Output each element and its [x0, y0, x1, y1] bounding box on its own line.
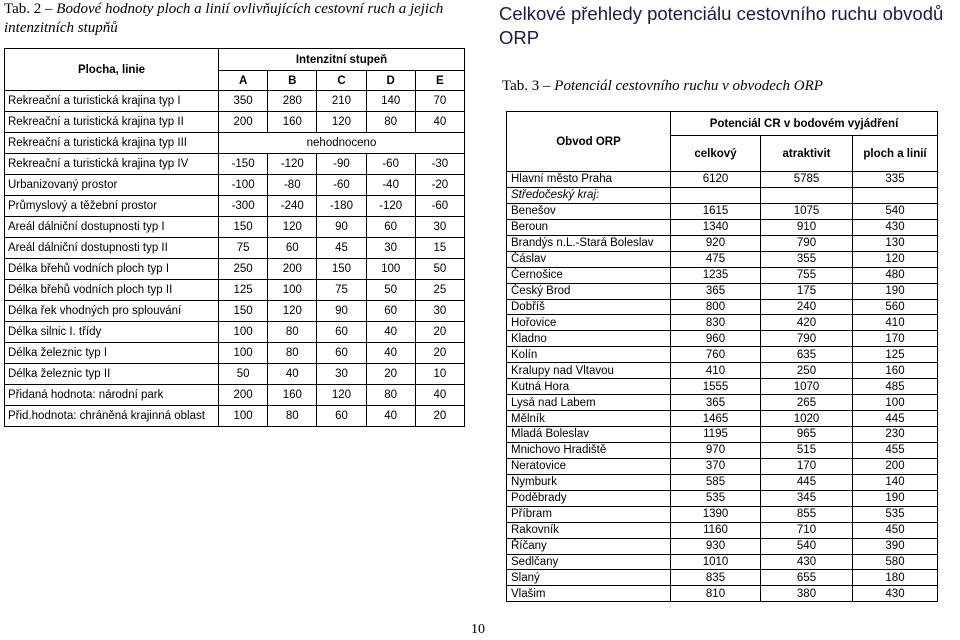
value-cell: 535	[853, 506, 938, 522]
row-label: Příbram	[507, 506, 671, 522]
table-row	[5, 364, 465, 385]
table-row	[5, 112, 465, 133]
row-label: Čáslav	[507, 251, 671, 267]
value-cell: -180	[317, 196, 366, 217]
value-cell: 20	[415, 406, 464, 427]
row-label: Délka železnic typ II	[5, 364, 219, 385]
table-row	[507, 283, 938, 299]
row-label: Průmyslový a těžební prostor	[5, 196, 219, 217]
value-cell: 170	[761, 458, 853, 474]
value-cell: -240	[268, 196, 317, 217]
row-label: Délka břehů vodních ploch typ I	[5, 259, 219, 280]
value-cell: 50	[366, 280, 415, 301]
value-cell: -80	[268, 175, 317, 196]
caption-title: Bodové hodnoty ploch a linií ovlivňujících cestovní ruch a jejich intenzitních stupňů	[4, 1, 444, 36]
table-row	[507, 395, 938, 411]
sub-header: celkový	[671, 136, 761, 172]
value-cell: 430	[761, 554, 853, 570]
value-cell: 40	[366, 343, 415, 364]
value-cell: 370	[671, 458, 761, 474]
row-label: Černošice	[507, 267, 671, 283]
table-row	[507, 458, 938, 474]
table-row	[5, 133, 465, 154]
stage-header: A	[219, 71, 268, 91]
value-cell: 120	[317, 385, 366, 406]
value-cell: 760	[671, 347, 761, 363]
value-cell: -60	[415, 196, 464, 217]
value-cell: 250	[219, 259, 268, 280]
table-row	[507, 267, 938, 283]
value-cell: 410	[853, 315, 938, 331]
row-label: Rakovník	[507, 522, 671, 538]
row-label: Rekreační a turistická krajina typ I	[5, 91, 219, 112]
stage-header: C	[317, 71, 366, 91]
table-row	[5, 217, 465, 238]
value-cell: 230	[853, 427, 938, 443]
value-cell: 100	[366, 259, 415, 280]
table-row	[507, 522, 938, 538]
value-cell: 160	[853, 363, 938, 379]
value-cell: 6120	[671, 172, 761, 188]
value-cell: 75	[219, 238, 268, 259]
row-label: Areál dálniční dostupnosti typ I	[5, 217, 219, 238]
value-cell: 810	[671, 586, 761, 602]
value-cell: 1160	[671, 522, 761, 538]
value-cell: 100	[219, 322, 268, 343]
value-cell: 970	[671, 442, 761, 458]
value-cell: 355	[761, 251, 853, 267]
table-row	[5, 259, 465, 280]
value-cell: 40	[415, 112, 464, 133]
value-cell: 125	[219, 280, 268, 301]
merged-cell: nehodnoceno	[219, 133, 465, 154]
table-3-caption	[502, 78, 823, 95]
table-row	[507, 554, 938, 570]
value-cell: 585	[671, 474, 761, 490]
value-cell: -90	[317, 154, 366, 175]
value-cell: 420	[761, 315, 853, 331]
value-cell: 580	[853, 554, 938, 570]
value-cell: 430	[853, 586, 938, 602]
table-row	[5, 406, 465, 427]
value-cell: 535	[671, 490, 761, 506]
row-label: Vlašim	[507, 586, 671, 602]
value-cell: 70	[415, 91, 464, 112]
table-row	[507, 586, 938, 602]
table-3-orp-potential	[506, 111, 938, 602]
region-label: Středočeský kraj:	[507, 187, 671, 203]
stage-header: D	[366, 71, 415, 91]
value-cell: 380	[761, 586, 853, 602]
table-row	[507, 474, 938, 490]
table-row	[507, 538, 938, 554]
value-cell: 1020	[761, 411, 853, 427]
table-row	[507, 570, 938, 586]
value-cell: 60	[317, 343, 366, 364]
row-label: Urbanizovaný prostor	[5, 175, 219, 196]
value-cell: 160	[268, 112, 317, 133]
value-cell: 45	[317, 238, 366, 259]
value-cell: 80	[268, 322, 317, 343]
table-row	[507, 379, 938, 395]
caption-prefix: Tab. 2 –	[4, 1, 57, 17]
row-label: Délka řek vhodných pro splouvání	[5, 301, 219, 322]
value-cell: 175	[761, 283, 853, 299]
row-label: Mladá Boleslav	[507, 427, 671, 443]
row-label: Český Brod	[507, 283, 671, 299]
value-cell: 60	[317, 406, 366, 427]
table-row	[507, 172, 938, 188]
value-cell: 790	[761, 331, 853, 347]
row-label: Kolín	[507, 347, 671, 363]
table-row	[5, 175, 465, 196]
table-row	[507, 442, 938, 458]
row-label: Sedlčany	[507, 554, 671, 570]
row-label: Přidaná hodnota: národní park	[5, 385, 219, 406]
value-cell: 1075	[761, 203, 853, 219]
value-cell: 485	[853, 379, 938, 395]
value-cell: 365	[671, 395, 761, 411]
value-cell: 100	[853, 395, 938, 411]
value-cell: 445	[853, 411, 938, 427]
value-cell: 540	[853, 203, 938, 219]
value-cell: 80	[268, 406, 317, 427]
value-cell: 515	[761, 442, 853, 458]
value-cell: 710	[761, 522, 853, 538]
value-cell: 790	[761, 235, 853, 251]
empty-cell	[853, 187, 938, 203]
value-cell: 150	[317, 259, 366, 280]
table-row	[507, 411, 938, 427]
value-cell: 10	[415, 364, 464, 385]
value-cell: -60	[317, 175, 366, 196]
table-row	[507, 187, 938, 203]
value-cell: 200	[268, 259, 317, 280]
row-label: Benešov	[507, 203, 671, 219]
row-label: Mnichovo Hradiště	[507, 442, 671, 458]
value-cell: 100	[219, 406, 268, 427]
table-row	[5, 280, 465, 301]
value-cell: 60	[366, 301, 415, 322]
value-cell: 1070	[761, 379, 853, 395]
row-label: Délka silnic I. třídy	[5, 322, 219, 343]
value-cell: 1390	[671, 506, 761, 522]
row-label: Rekreační a turistická krajina typ IV	[5, 154, 219, 175]
value-cell: 180	[853, 570, 938, 586]
value-cell: 80	[366, 385, 415, 406]
value-cell: 170	[853, 331, 938, 347]
value-cell: 250	[761, 363, 853, 379]
value-cell: 635	[761, 347, 853, 363]
row-label: Mělník	[507, 411, 671, 427]
value-cell: 965	[761, 427, 853, 443]
row-label: Dobříš	[507, 299, 671, 315]
empty-cell	[761, 187, 853, 203]
value-cell: 455	[853, 442, 938, 458]
table-row	[507, 315, 938, 331]
row-label: Nymburk	[507, 474, 671, 490]
row-label: Rekreační a turistická krajina typ III	[5, 133, 219, 154]
value-cell: 1465	[671, 411, 761, 427]
value-cell: 835	[671, 570, 761, 586]
header-potencial-cr: Potenciál CR v bodovém vyjádření	[671, 112, 938, 136]
row-label: Beroun	[507, 219, 671, 235]
value-cell: 120	[853, 251, 938, 267]
row-label: Hlavní město Praha	[507, 172, 671, 188]
value-cell: 25	[415, 280, 464, 301]
table-row	[5, 154, 465, 175]
value-cell: 335	[853, 172, 938, 188]
value-cell: 830	[671, 315, 761, 331]
row-label: Kutná Hora	[507, 379, 671, 395]
value-cell: 240	[761, 299, 853, 315]
value-cell: 1615	[671, 203, 761, 219]
stage-header: B	[268, 71, 317, 91]
value-cell: 210	[317, 91, 366, 112]
caption-prefix: Tab. 3 –	[502, 78, 555, 94]
value-cell: 190	[853, 490, 938, 506]
value-cell: 160	[268, 385, 317, 406]
value-cell: 120	[268, 301, 317, 322]
value-cell: 120	[317, 112, 366, 133]
table-row	[507, 299, 938, 315]
value-cell: -150	[219, 154, 268, 175]
value-cell: 40	[366, 406, 415, 427]
value-cell: 30	[317, 364, 366, 385]
value-cell: 365	[671, 283, 761, 299]
value-cell: 1235	[671, 267, 761, 283]
header-obvod-orp: Obvod ORP	[507, 112, 671, 172]
value-cell: 655	[761, 570, 853, 586]
value-cell: 200	[219, 385, 268, 406]
section-title: Celkové přehledy potenciálu cestovního ruchu obvodů ORP	[499, 3, 944, 48]
value-cell: 150	[219, 217, 268, 238]
table-row	[507, 219, 938, 235]
value-cell: 200	[219, 112, 268, 133]
value-cell: 140	[853, 474, 938, 490]
row-label: Říčany	[507, 538, 671, 554]
value-cell: 20	[415, 322, 464, 343]
caption-title: Potenciál cestovního ruchu v obvodech ORP	[554, 78, 823, 94]
value-cell: 480	[853, 267, 938, 283]
value-cell: 5785	[761, 172, 853, 188]
value-cell: 130	[853, 235, 938, 251]
table-row	[5, 238, 465, 259]
table-2-caption	[4, 0, 474, 38]
table-row	[5, 196, 465, 217]
value-cell: 80	[268, 343, 317, 364]
header-intenzitni-stupen: Intenzitní stupeň	[219, 49, 465, 71]
table-row	[5, 91, 465, 112]
row-label: Poděbrady	[507, 490, 671, 506]
value-cell: 40	[366, 322, 415, 343]
value-cell: 40	[268, 364, 317, 385]
table-row	[5, 322, 465, 343]
value-cell: 475	[671, 251, 761, 267]
value-cell: 390	[853, 538, 938, 554]
header-plocha-linie: Plocha, linie	[5, 49, 219, 91]
value-cell: 345	[761, 490, 853, 506]
row-label: Kralupy nad Vltavou	[507, 363, 671, 379]
value-cell: 450	[853, 522, 938, 538]
value-cell: -100	[219, 175, 268, 196]
row-label: Rekreační a turistická krajina typ II	[5, 112, 219, 133]
value-cell: -120	[366, 196, 415, 217]
value-cell: 75	[317, 280, 366, 301]
table-row	[507, 251, 938, 267]
value-cell: 800	[671, 299, 761, 315]
value-cell: 1010	[671, 554, 761, 570]
value-cell: 60	[366, 217, 415, 238]
value-cell: 140	[366, 91, 415, 112]
value-cell: 755	[761, 267, 853, 283]
value-cell: -20	[415, 175, 464, 196]
table-row	[507, 203, 938, 219]
value-cell: -40	[366, 175, 415, 196]
value-cell: 1555	[671, 379, 761, 395]
value-cell: -30	[415, 154, 464, 175]
value-cell: 930	[671, 538, 761, 554]
value-cell: 560	[853, 299, 938, 315]
value-cell: 15	[415, 238, 464, 259]
sub-header: ploch a linií	[853, 136, 938, 172]
row-label: Neratovice	[507, 458, 671, 474]
table-row	[507, 490, 938, 506]
value-cell: 90	[317, 217, 366, 238]
value-cell: 100	[219, 343, 268, 364]
row-label: Lysá nad Labem	[507, 395, 671, 411]
row-label: Areál dálniční dostupnosti typ II	[5, 238, 219, 259]
value-cell: 1340	[671, 219, 761, 235]
value-cell: 280	[268, 91, 317, 112]
value-cell: 190	[853, 283, 938, 299]
page-number: 10	[471, 622, 485, 637]
table-row	[5, 301, 465, 322]
value-cell: 100	[268, 280, 317, 301]
table-row	[507, 506, 938, 522]
value-cell: 60	[317, 322, 366, 343]
row-label: Délka břehů vodních ploch typ II	[5, 280, 219, 301]
stage-header: E	[415, 71, 464, 91]
value-cell: 430	[853, 219, 938, 235]
table-row	[507, 363, 938, 379]
value-cell: 90	[317, 301, 366, 322]
table-row	[5, 343, 465, 364]
table-row	[5, 385, 465, 406]
value-cell: 960	[671, 331, 761, 347]
table-row	[507, 427, 938, 443]
value-cell: 350	[219, 91, 268, 112]
value-cell: 50	[415, 259, 464, 280]
table-row	[507, 347, 938, 363]
row-label: Slaný	[507, 570, 671, 586]
row-label: Přid.hodnota: chráněná krajinná oblast	[5, 406, 219, 427]
value-cell: -120	[268, 154, 317, 175]
value-cell: 125	[853, 347, 938, 363]
value-cell: 20	[366, 364, 415, 385]
value-cell: 855	[761, 506, 853, 522]
value-cell: 30	[366, 238, 415, 259]
value-cell: 540	[761, 538, 853, 554]
table-row	[507, 235, 938, 251]
value-cell: 30	[415, 301, 464, 322]
table-2-point-values	[4, 48, 465, 427]
value-cell: 150	[219, 301, 268, 322]
value-cell: 30	[415, 217, 464, 238]
value-cell: 920	[671, 235, 761, 251]
value-cell: 1195	[671, 427, 761, 443]
value-cell: 265	[761, 395, 853, 411]
row-label: Hořovice	[507, 315, 671, 331]
value-cell: 60	[268, 238, 317, 259]
value-cell: 910	[761, 219, 853, 235]
value-cell: 120	[268, 217, 317, 238]
value-cell: -300	[219, 196, 268, 217]
value-cell: 80	[366, 112, 415, 133]
table-row	[507, 331, 938, 347]
empty-cell	[671, 187, 761, 203]
row-label: Délka železnic typ I	[5, 343, 219, 364]
row-label: Kladno	[507, 331, 671, 347]
row-label: Brandýs n.L.-Stará Boleslav	[507, 235, 671, 251]
sub-header: atraktivit	[761, 136, 853, 172]
value-cell: 445	[761, 474, 853, 490]
value-cell: -60	[366, 154, 415, 175]
value-cell: 20	[415, 343, 464, 364]
value-cell: 50	[219, 364, 268, 385]
value-cell: 40	[415, 385, 464, 406]
value-cell: 200	[853, 458, 938, 474]
value-cell: 410	[671, 363, 761, 379]
